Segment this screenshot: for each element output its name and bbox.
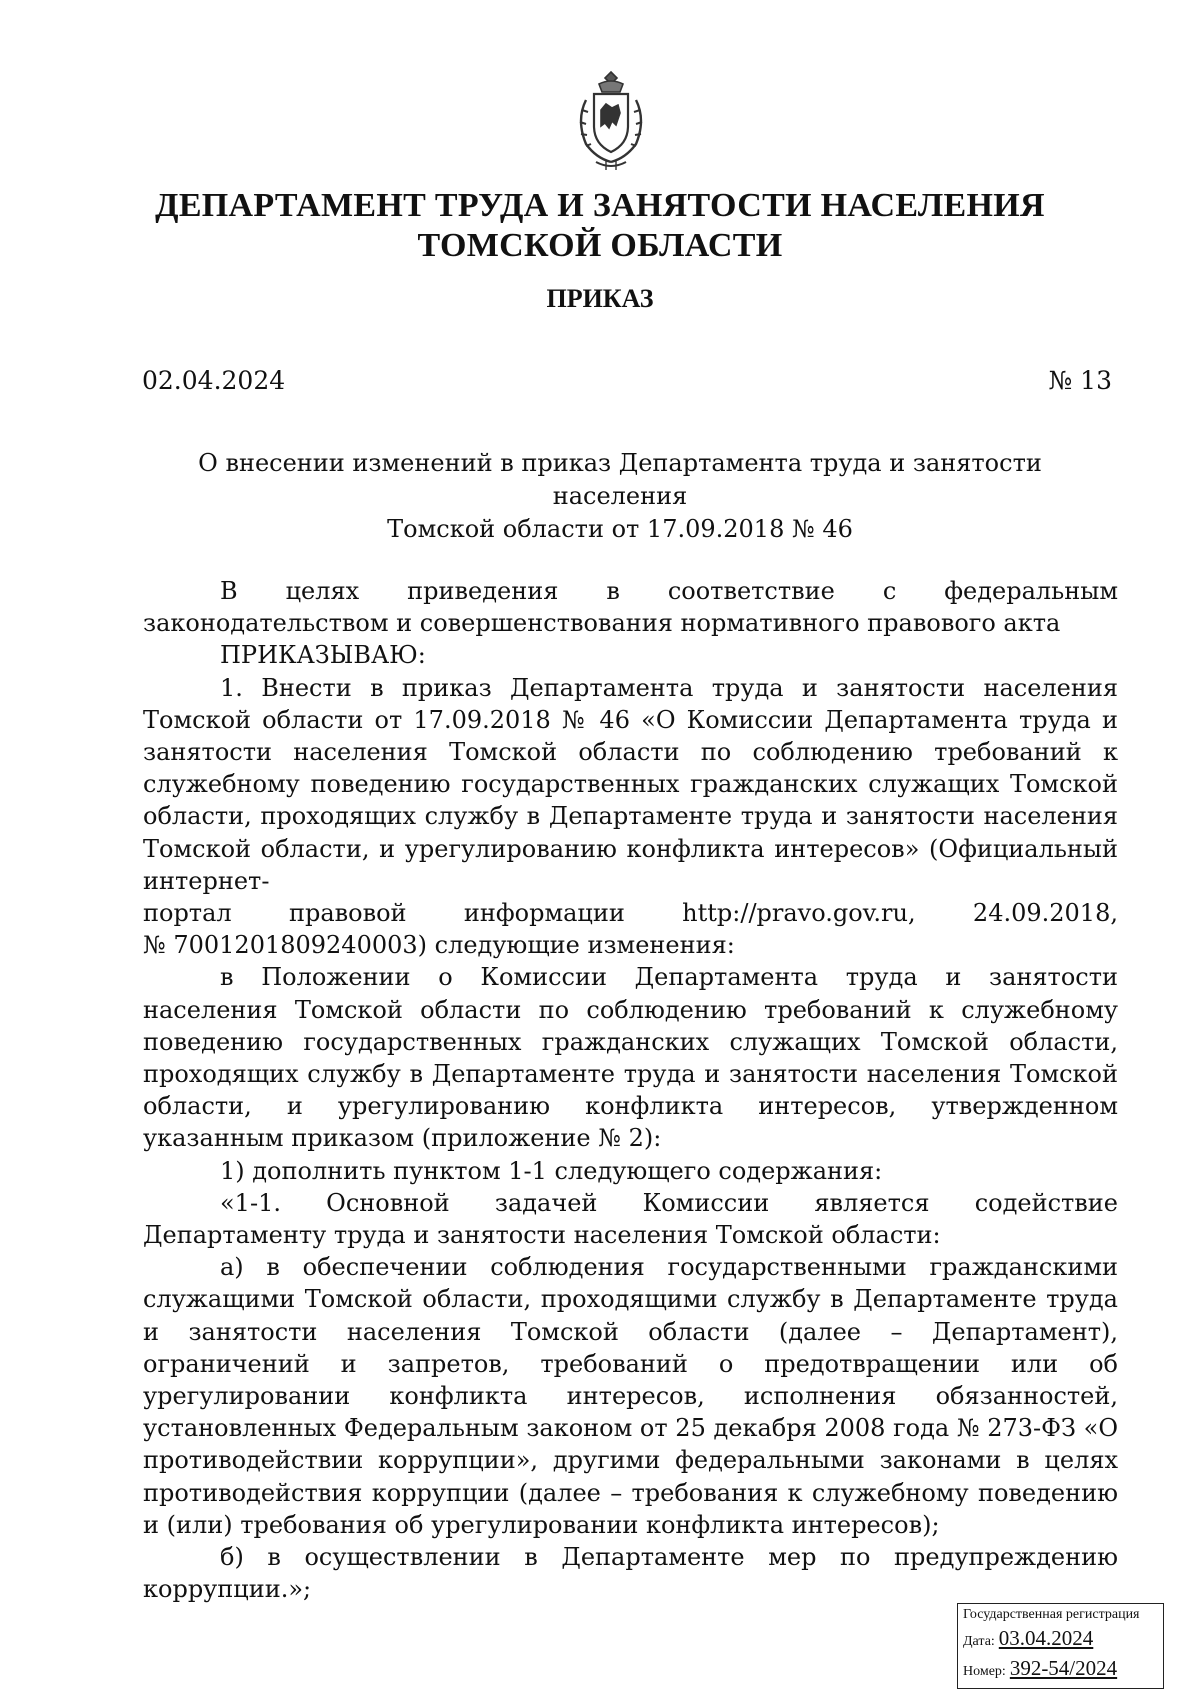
order-date: 02.04.2024 [142,366,286,395]
portal-word: портал [143,899,232,928]
registration-number-value: 392-54/2024 [1009,1656,1118,1680]
registration-title: Государственная регистрация [963,1607,1140,1622]
order-number: № 13 [1048,366,1112,395]
preamble-paragraph: В целях приведения в соответствие с федеральным законодательством и совершенствования нормативного правового акта [143,577,1118,638]
amendment-1-paragraph: 1) дополнить пунктом 1-1 следующего содержания: [220,1156,883,1185]
registration-stamp [957,1603,1164,1689]
clause-1-portal-line [143,897,1118,929]
registration-date-value: 03.04.2024 [998,1626,1094,1650]
order-keyword: ПРИКАЗЫВАЮ: [220,641,426,670]
subject-line1: О внесении изменений в приказ Департамента труда и занятости населения [198,449,1042,510]
information-word: информации [463,899,625,928]
registration-number-label: Номер: [963,1664,1006,1679]
portal-link[interactable]: http://pravo.gov.ru, [682,899,916,928]
registration-date-row [963,1623,1158,1657]
subclause-b-paragraph: б) в осуществлении в Департаменте мер по предупреждению коррупции.»; [143,1543,1118,1604]
publication-date: 24.09.2018, [972,899,1118,928]
clause-1-1-paragraph: «1-1. Основной задачей Комиссии является содействие Департаменту труда и занятости населения Томской области: [143,1188,1118,1250]
registration-number-row [963,1657,1158,1683]
registration-date-label: Дата: [963,1634,995,1649]
document-type: ПРИКАЗ [546,284,654,313]
subject-line2: Томской области от 17.09.2018 № 46 [387,515,853,543]
department-name-line2: ТОМСКОЙ ОБЛАСТИ [417,227,783,264]
department-name-line1: ДЕПАРТАМЕНТ ТРУДА И ЗАНЯТОСТИ НАСЕЛЕНИЯ [155,187,1045,224]
coat-of-arms-icon [566,70,656,174]
order-body [143,575,1118,1606]
regulation-paragraph: в Положении о Комиссии Департамента труда и занятости населения Томской области по соблюдению требований к служебному поведению государственных гражданских служащих Томской области, проходящих службу в Департаменте труда и занятости населения Томской области, и урегулированию конфликта интересов, утвержденном указанным приказом (приложение № 2): [143,963,1118,1153]
clause-1-paragraph: 1. Внести в приказ Департамента труда и занятости населения Томской области от 17.09.2018 № 46 «О Комиссии Департамента труда и занятости населения Томской области по соблюдению требований к служебному поведению государственных гражданских служащих Томской области, проходящих службу в Департаменте труда и занятости населения Томской области, и урегулированию конфликта интересов» (Официальный интернет- [143,673,1118,895]
clause-1-ending: № 7001201809240003) следующие изменения: [143,931,735,960]
legal-word: правовой [288,899,407,928]
order-subject [130,447,1110,546]
subclause-a-paragraph: а) в обеспечении соблюдения государственными гражданскими служащими Томской области, проходящими службу в Департаменте труда и занятости населения Томской области (далее – Департамент), ограничений и запретов, требований о предотвращении или об урегулировании конфликта интересов, исполнения обязанностей, установленных Федеральным законом от 25 декабря 2008 года № 273-ФЗ «О противодействии коррупции», другими федеральными законами в целях противодействия коррупции (далее – требования к служебному поведению и (или) требования об урегулировании конфликта интересов); [143,1253,1118,1539]
